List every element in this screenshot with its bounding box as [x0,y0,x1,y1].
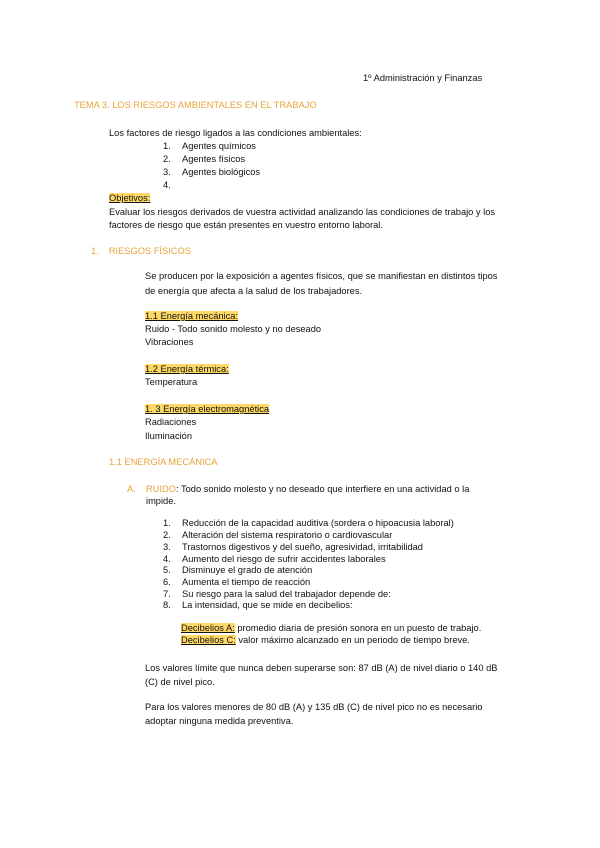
ruido-definition: A. RUIDO: Todo sonido molesto y no deseado que interfiere en una actividad o la [127,484,470,494]
mec-line: Ruido - Todo sonido molesto y no deseado [145,324,322,334]
decibelios-a: Decibelios A: promedio diaria de presión sonora en un puesto de trabajo. [181,623,482,633]
list-item: 1. Agentes químicos [163,141,256,151]
list-item: 7. Su riesgo para la salud del trabajador depende de: [163,589,391,599]
decibelios-c: Decibelios C: valor máximo alcanzado en un periodo de tiempo breve. [181,635,470,645]
mec-label: 1.1 Energía mecánica: [145,311,239,321]
subsection-heading: 1.1 ENERGÍA MECÁNICA [109,457,218,467]
ter-label: 1.2 Energía térmica: [145,364,229,374]
elec-line: Iluminación [145,431,193,441]
mec-line: Vibraciones [145,337,194,347]
list-item: 6. Aumenta el tiempo de reacción [163,577,311,587]
below-limits-paragraph: adoptar ninguna medida preventiva. [145,716,294,726]
below-limits-paragraph: Para los valores menores de 80 dB (A) y 135 dB (C) de nivel pico no es necesario [145,702,483,712]
section-heading: 1. RIESGOS FÍSICOS [91,246,191,256]
list-item: 3. Trastornos digestivos y del sueño, agresividad, irritabilidad [163,542,423,552]
ter-line: Temperatura [145,377,198,387]
section-paragraph: de energía que afecta a la salud de los trabajadores. [145,286,363,296]
intro-text: Los factores de riesgo ligados a las condiciones ambientales: [109,128,362,138]
list-item: 4. Aumento del riesgo de sufrir accidentes laborales [163,554,386,564]
course-header: 1º Administración y Finanzas [363,73,483,83]
elec-label: 1. 3 Energía electromagnética [145,404,270,414]
list-item: 4. [163,180,171,190]
list-item: 5. Disminuye el grado de atención [163,565,313,575]
limits-paragraph: (C) de nivel pico. [145,677,215,687]
list-item: 1. Reducción de la capacidad auditiva (sordera o hipoacusia laboral) [163,518,454,528]
list-item: 2. Agentes físicos [163,154,246,164]
ruido-definition-cont: impide. [146,496,176,506]
objectives-line: Evaluar los riesgos derivados de vuestra actividad analizando las condiciones de trabajo y los [109,207,496,217]
limits-paragraph: Los valores límite que nunca deben superarse son: 87 dB (A) de nivel diario o 140 dB [145,663,498,673]
topic-title: TEMA 3. LOS RIESGOS AMBIENTALES EN EL TRABAJO [74,100,317,110]
section-paragraph: Se producen por la exposición a agentes físicos, que se manifiestan en distintos tipos [145,271,498,281]
elec-line: Radiaciones [145,417,197,427]
objectives-label: Objetivos: [109,193,151,203]
objectives-line: factores de riesgo que están presentes en vuestro entorno laboral. [109,220,383,230]
list-item: 8. La intensidad, que se mide en decibelios: [163,600,353,610]
list-item: 2. Alteración del sistema respiratorio o cardiovascular [163,530,393,540]
list-item: 3. Agentes biológicos [163,167,261,177]
